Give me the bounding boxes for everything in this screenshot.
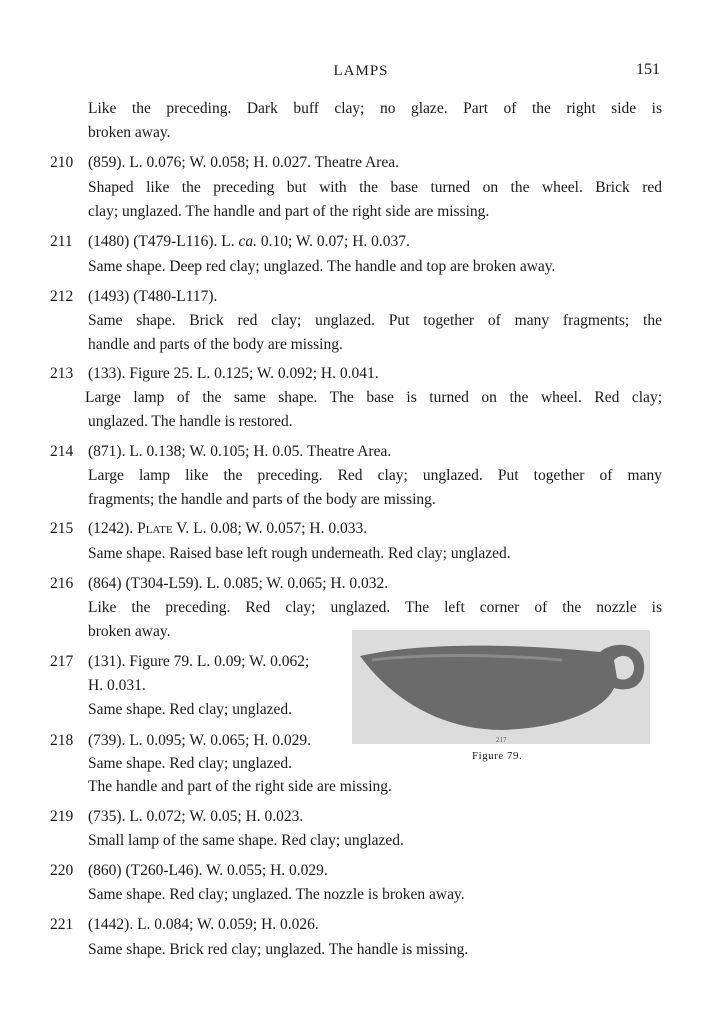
entry-number: 215	[50, 520, 74, 537]
running-header-title: LAMPS	[333, 63, 389, 79]
entry-number: 221	[50, 916, 74, 933]
page-number: 151	[636, 61, 660, 78]
entry-heading: (1493) (T480-L117).	[88, 288, 218, 305]
entry-heading: (860) (T260-L46). W. 0.055; H. 0.029.	[88, 862, 328, 879]
entry-text-line: broken away.	[88, 623, 171, 640]
entry-number: 217	[50, 653, 74, 670]
lamp-image	[352, 630, 650, 744]
intro-line: Like the preceding. Dark buff clay; no glaze. Part of the right side is	[88, 100, 662, 117]
entry-text-line: handle and parts of the body are missing.	[88, 336, 343, 353]
entry-heading: (859). L. 0.076; W. 0.058; H. 0.027. Theatre Area.	[88, 154, 399, 171]
entry-text-line: Same shape. Red clay; unglazed.	[88, 755, 293, 772]
entry-text-line: Same shape. Brick red clay; unglazed. Put together of many fragments; the	[88, 312, 662, 329]
entry-heading	[88, 232, 410, 252]
heading-part: (1480) (T479-L116). L.	[88, 233, 239, 250]
entry-text-line: Small lamp of the same shape. Red clay; unglazed.	[88, 832, 404, 849]
entry-heading	[88, 519, 367, 539]
photo-label: 217	[496, 736, 507, 744]
entry-text-line: Same shape. Red clay; unglazed.	[88, 701, 293, 718]
entry-text-line: fragments; the handle and parts of the body are missing.	[88, 491, 436, 508]
heading-part: L. 0.08; W. 0.057; H. 0.033.	[189, 520, 368, 537]
entry-number: 216	[50, 575, 74, 592]
entry-heading: (735). L. 0.072; W. 0.05; H. 0.023.	[88, 808, 304, 825]
entry-number: 219	[50, 808, 74, 825]
entry-heading: (133). Figure 25. L. 0.125; W. 0.092; H. 0.041.	[88, 365, 379, 382]
entry-number: 220	[50, 862, 74, 879]
entry-text-line: Large lamp of the same shape. The base is turned on the wheel. Red clay;	[85, 389, 662, 406]
entry-text-line: Same shape. Red clay; unglazed. The nozzle is broken away.	[88, 886, 465, 903]
entry-heading: (739). L. 0.095; W. 0.065; H. 0.029.	[88, 732, 312, 749]
entry-number: 211	[50, 233, 73, 250]
entry-number: 210	[50, 154, 74, 171]
entry-heading: (871). L. 0.138; W. 0.105; H. 0.05. Theatre Area.	[88, 443, 392, 460]
entry-number: 214	[50, 443, 74, 460]
entry-text-line: clay; unglazed. The handle and part of the right side are missing.	[88, 203, 490, 220]
entry-text-line: Shaped like the preceding but with the base turned on the wheel. Brick red	[88, 179, 662, 196]
entry-number: 218	[50, 732, 74, 749]
plate-reference: Plate V.	[137, 520, 190, 537]
entry-heading: (131). Figure 79. L. 0.09; W. 0.062;	[88, 653, 310, 670]
entry-heading: (864) (T304-L59). L. 0.085; W. 0.065; H. 0.032.	[88, 575, 389, 592]
entry-text-line: unglazed. The handle is restored.	[88, 413, 293, 430]
entry-heading: (1442). L. 0.084; W. 0.059; H. 0.026.	[88, 916, 319, 933]
heading-part: 0.10; W. 0.07; H. 0.037.	[257, 233, 410, 250]
heading-part: (1242).	[88, 520, 138, 537]
intro-line: broken away.	[88, 124, 171, 141]
entry-text-line: Large lamp like the preceding. Red clay; unglazed. Put together of many	[88, 467, 662, 484]
figure-caption: Figure 79.	[472, 750, 523, 762]
entry-text-line: Like the preceding. Red clay; unglazed. The left corner of the nozzle is	[88, 599, 662, 616]
entry-text-line: The handle and part of the right side are missing.	[88, 778, 392, 795]
entry-text-line: Same shape. Brick red clay; unglazed. The handle is missing.	[88, 941, 469, 958]
entry-text-line: Same shape. Raised base left rough underneath. Red clay; unglazed.	[88, 545, 511, 562]
entry-text-line: H. 0.031.	[88, 677, 146, 694]
lamp-photograph	[352, 630, 650, 744]
entry-number: 212	[50, 288, 74, 305]
entry-text-line: Same shape. Deep red clay; unglazed. The handle and top are broken away.	[88, 258, 556, 275]
entry-number: 213	[50, 365, 74, 382]
circa-abbrev: ca.	[238, 233, 258, 250]
